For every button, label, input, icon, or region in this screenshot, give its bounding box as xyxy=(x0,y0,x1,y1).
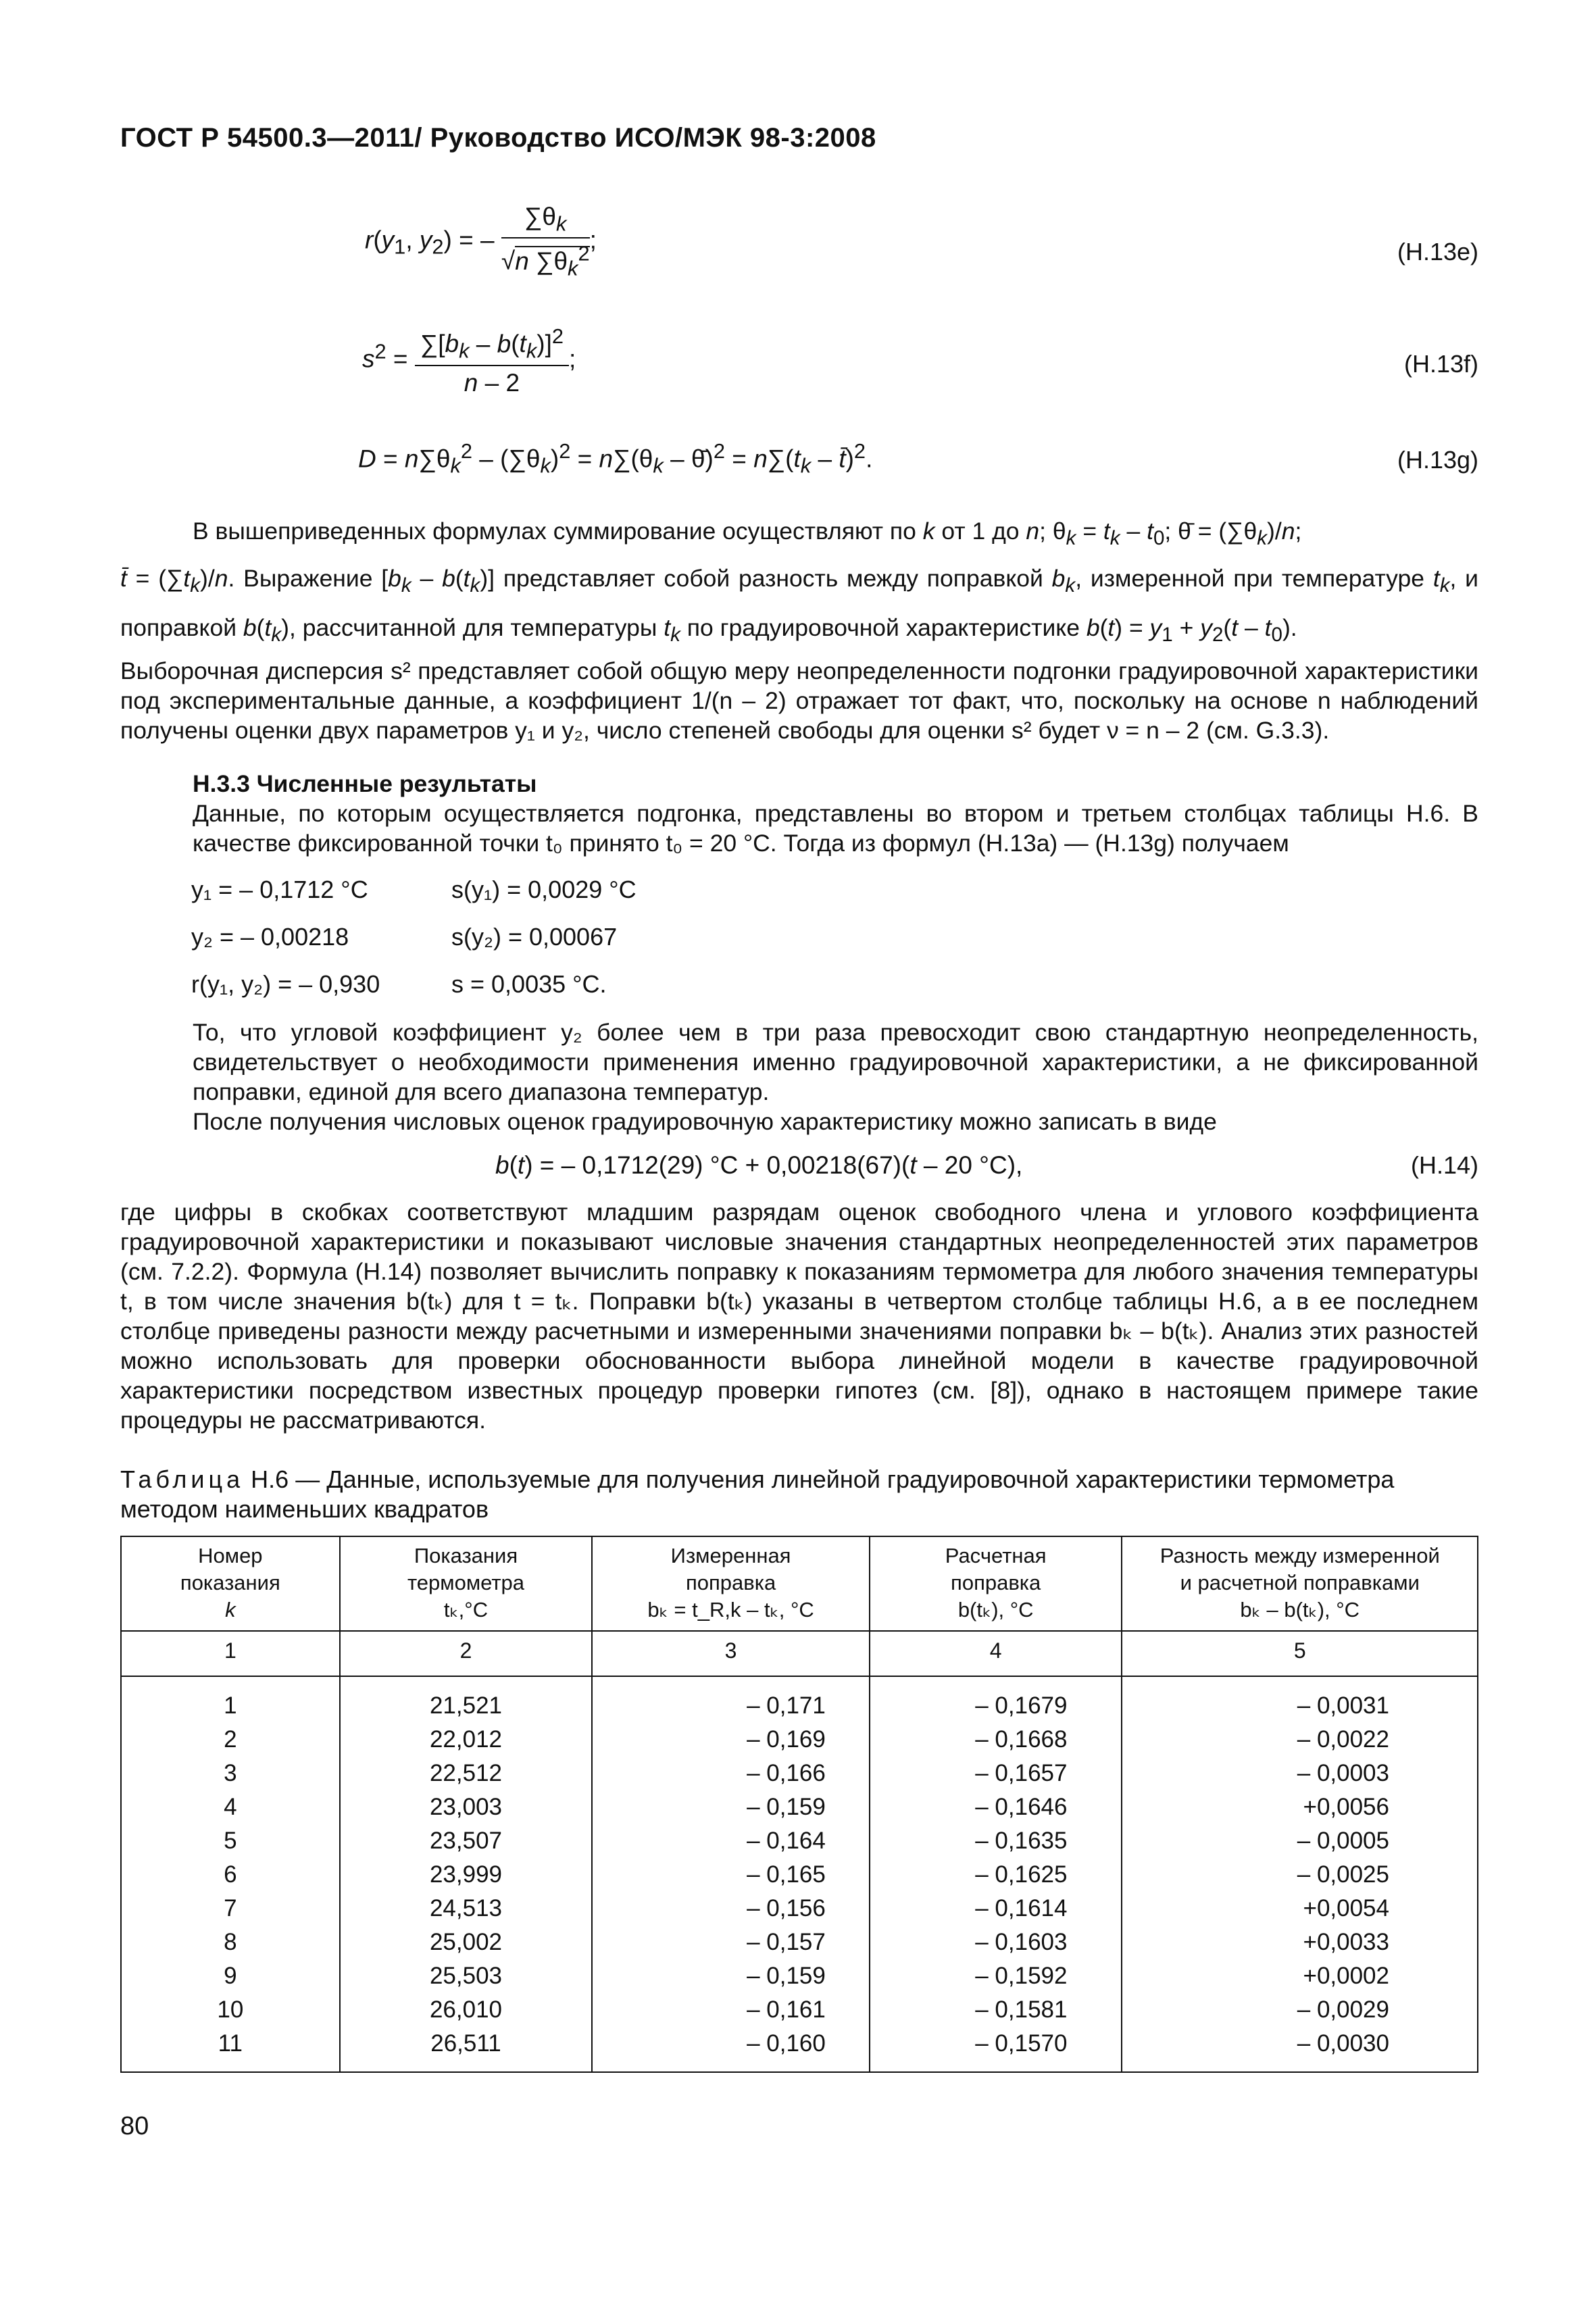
table-cell: – 0,166 xyxy=(592,1757,870,1790)
table-cell: – 0,1570 xyxy=(870,2027,1122,2072)
result-sy2: s(y₂) = 0,00067 xyxy=(451,923,618,951)
document-header: ГОСТ Р 54500.3—2011/ Руководство ИСО/МЭК 98-3:2008 xyxy=(120,123,876,153)
table-cell: – 0,1679 xyxy=(870,1676,1122,1723)
table-cell: 26,010 xyxy=(340,1993,593,2027)
table-cell: – 0,0031 xyxy=(1122,1676,1478,1723)
table-cell: +0,0002 xyxy=(1122,1959,1478,1993)
table-cell: – 0,1668 xyxy=(870,1723,1122,1757)
header-measured: Измеренная поправка bₖ = t_R,k – tₖ, °C xyxy=(592,1536,870,1631)
table-row xyxy=(121,2027,1478,2072)
paragraph-variance: Выборочная дисперсия s² представляет собой общую меру неопределенности подгонки градуировочной характеристики под экспериментальные данные, а коэффициент 1/(n – 2) отражает тот факт, что, поскольку на основе n наблюдений получены оценки двух параметров y₁ и y₂, число степеней свободы для оценки s² будет ν = n – 2 (см. G.3.3). xyxy=(120,657,1478,745)
header-number: Номер показания k xyxy=(121,1536,340,1631)
table-cell: – 0,1646 xyxy=(870,1790,1122,1824)
paragraph-data-text: Данные, по которым осуществляется подгонка, представлены во втором и третьем столбцах таблицы H.6. В качестве фиксированной точки t₀ принято t₀ = 20 °C. Тогда из формул (H.13a) — (H.13g) получаем xyxy=(193,800,1478,857)
table-cell: 23,003 xyxy=(340,1790,593,1824)
table-cell: 26,511 xyxy=(340,2027,593,2072)
table-header-row xyxy=(121,1536,1478,1631)
table-cell: – 0,1657 xyxy=(870,1757,1122,1790)
paragraph-summation: В вышеприведенных формулах суммирование осуществляют по k от 1 до n; $\theta_k = t_k - t_0$; θ̄ = $(\sum\theta_k)/n$; t̄ = $(\sum t_k)/n$. Выражение $[b_k - b(t_k)]$ представляет собой разность между поправкой $b_k$, измеренной при температуре $t_k$, и поправкой $b(t_k)$, рассчитанной для температуры $t_k$ по градуировочной характеристике $b(t) = y_1 + y_2(t - t_0)$. Выборочная дисперсия s² представляет собой общую меру неопределенности подгонки градуировочной характеристики под экспериментальные данные, а коэффициент 1/(n – 2) отражает тот факт, что, поскольку на основе n наблюдений получены оценки двух параметров y₁ и y₂, число степеней свободы для оценки s² будет ν = n – 2 (см. G.3.3). xyxy=(120,518,1478,745)
col-number: 3 xyxy=(592,1631,870,1673)
table-row xyxy=(121,1790,1478,1824)
col-number: 1 xyxy=(121,1631,340,1673)
table-cell: 23,507 xyxy=(340,1824,593,1858)
table-cell: – 0,164 xyxy=(592,1824,870,1858)
result-s: s = 0,0035 °C. xyxy=(451,970,607,998)
page-number: 80 xyxy=(120,2112,149,2140)
equation-h13g: $D = n\sum\theta_k^2 - (\sum\theta_k)^2 = n\sum(\theta_k$ – θ̄)$^2$ = $n\sum(t_k$ – t̄)$^2$. xyxy=(358,439,873,478)
table-cell: +0,0054 xyxy=(1122,1892,1478,1926)
table-cell: +0,0033 xyxy=(1122,1926,1478,1959)
result-r: r(y₁, y₂) = – 0,930 xyxy=(191,970,380,998)
table-cell: – 0,1603 xyxy=(870,1926,1122,1959)
result-sy1: s(y₁) = 0,0029 °C xyxy=(451,876,637,903)
table-cell: – 0,157 xyxy=(592,1926,870,1959)
table-row xyxy=(121,1959,1478,1993)
table-cell: – 0,160 xyxy=(592,2027,870,2072)
table-column-numbers xyxy=(121,1631,1478,1673)
section-heading xyxy=(120,769,1478,799)
table-cell: – 0,0005 xyxy=(1122,1824,1478,1858)
table-cell: – 0,1635 xyxy=(870,1824,1122,1858)
paragraph-slope-text: То, что угловой коэффициент y₂ более чем в три раза превосходит свою стандартную неопределенность, свидетельствует о необходимости применения именно градуировочной характеристики, а не фиксированной поправки, единой для всего диапазона температур. xyxy=(193,1019,1478,1105)
result-y1: y₁ = – 0,1712 °C xyxy=(191,876,368,903)
paragraph-slope xyxy=(120,1017,1478,1136)
equation-h14: b(t) = – 0,1712(29) °C + 0,00218(67)(t – 20 °C), xyxy=(495,1151,1023,1179)
header-reading: Показания термометра tₖ,°C xyxy=(340,1536,593,1631)
table-row xyxy=(121,1824,1478,1858)
table-cell: 2 xyxy=(121,1723,340,1757)
paragraph-data xyxy=(120,799,1478,858)
section-title: H.3.3 Численные результаты xyxy=(193,770,537,797)
table-cell: – 0,0030 xyxy=(1122,2027,1478,2072)
col-number: 5 xyxy=(1122,1631,1478,1673)
table-cell: – 0,156 xyxy=(592,1892,870,1926)
equation-number-h13e: (H.13e) xyxy=(1397,238,1478,266)
equation-h13e: $r(y_1$, $y_2$) = – $\frac{\sum\theta_k}{√n \sum\theta_k^2}$ ; xyxy=(365,203,597,280)
table-caption-text: H.6 — Данные, используемые для получения линейной градуировочной характеристики термометра методом наименьших квадратов xyxy=(120,1465,1395,1523)
table-cell: – 0,161 xyxy=(592,1993,870,2027)
table-cell: 11 xyxy=(121,2027,340,2072)
table-row xyxy=(121,1723,1478,1757)
table-cell: – 0,0029 xyxy=(1122,1993,1478,2027)
table-cell: 21,521 xyxy=(340,1676,593,1723)
table-cell: 4 xyxy=(121,1790,340,1824)
table-cell: – 0,159 xyxy=(592,1959,870,1993)
paragraph-after: После получения числовых оценок градуировочную характеристику можно записать в виде xyxy=(193,1108,1217,1135)
table-cell: – 0,1592 xyxy=(870,1959,1122,1993)
col-number: 4 xyxy=(870,1631,1122,1673)
table-cell: – 0,1614 xyxy=(870,1892,1122,1926)
table-row xyxy=(121,1993,1478,2027)
equation-h13f: $s^2$ = $\frac{\sum[b_k - b(t_k)]^2}{n - 2}$ ; xyxy=(362,324,576,397)
equation-number-h13f: (H.13f) xyxy=(1403,350,1478,378)
table-cell: 8 xyxy=(121,1926,340,1959)
result-y2: y₂ = – 0,00218 xyxy=(191,923,349,951)
table-cell: – 0,0022 xyxy=(1122,1723,1478,1757)
table-cell: 22,012 xyxy=(340,1723,593,1757)
table-cell: – 0,159 xyxy=(592,1790,870,1824)
table-cell: – 0,171 xyxy=(592,1676,870,1723)
paragraph-summation-rest: представляет собой разность между поправкой xyxy=(503,565,1043,593)
table-cell: – 0,0003 xyxy=(1122,1757,1478,1790)
table-caption xyxy=(120,1465,1478,1524)
table-row xyxy=(121,1757,1478,1790)
table-cell: – 0,0025 xyxy=(1122,1858,1478,1892)
table-row xyxy=(121,1858,1478,1892)
equation-number-h14: (H.14) xyxy=(1410,1151,1478,1179)
equation-number-h13g: (H.13g) xyxy=(1397,446,1478,474)
table-cell: 24,513 xyxy=(340,1892,593,1926)
header-difference: Разность между измеренной и расчетной поправками bₖ – b(tₖ), °C xyxy=(1122,1536,1478,1631)
table-row xyxy=(121,1892,1478,1926)
table-cell: 25,002 xyxy=(340,1926,593,1959)
col-number: 2 xyxy=(340,1631,593,1673)
table-cell: 6 xyxy=(121,1858,340,1892)
paragraph-explanation: где цифры в скобках соответствуют младшим разрядам оценок свободного члена и углового коэффициента градуировочной характеристики и показывают числовые значения стандартных неопределенностей этих параметров (см. 7.2.2). Формула (H.14) позволяет вычислить поправку к показаниям термометра для любого значения температуры t, в том числе значения b(tₖ) для t = tₖ. Поправки b(tₖ) указаны в четвертом столбце таблицы H.6, а в ее последнем столбце приведены разности между расчетными и измеренными значениями поправки bₖ – b(tₖ). Анализ этих разностей можно использовать для проверки обоснованности выбора линейной модели в качестве градуировочной характеристики посредством известных процедур проверки гипотез (см. [8]), однако в настоящем примере такие процедуры не рассматриваются. xyxy=(120,1199,1478,1434)
table-cell: – 0,1625 xyxy=(870,1858,1122,1892)
table-cell: 10 xyxy=(121,1993,340,2027)
paragraph-summation-start: В вышеприведенных формулах суммирование осуществляют по xyxy=(193,518,916,545)
table-cell: – 0,1581 xyxy=(870,1993,1122,2027)
data-table xyxy=(120,1536,1478,2073)
table-cell: – 0,169 xyxy=(592,1723,870,1757)
header-calculated: Расчетная поправка b(tₖ), °C xyxy=(870,1536,1122,1631)
table-cell: 9 xyxy=(121,1959,340,1993)
table-cell: +0,0056 xyxy=(1122,1790,1478,1824)
table-cell: 22,512 xyxy=(340,1757,593,1790)
table-cell: 1 xyxy=(121,1676,340,1723)
table-cell: 7 xyxy=(121,1892,340,1926)
table-caption-label: Таблица xyxy=(120,1465,245,1493)
table-cell: 25,503 xyxy=(340,1959,593,1993)
table-row xyxy=(121,1676,1478,1723)
table-cell: 23,999 xyxy=(340,1858,593,1892)
table-cell: – 0,165 xyxy=(592,1858,870,1892)
table-row xyxy=(121,1926,1478,1959)
table-cell: 5 xyxy=(121,1824,340,1858)
table-cell: 3 xyxy=(121,1757,340,1790)
